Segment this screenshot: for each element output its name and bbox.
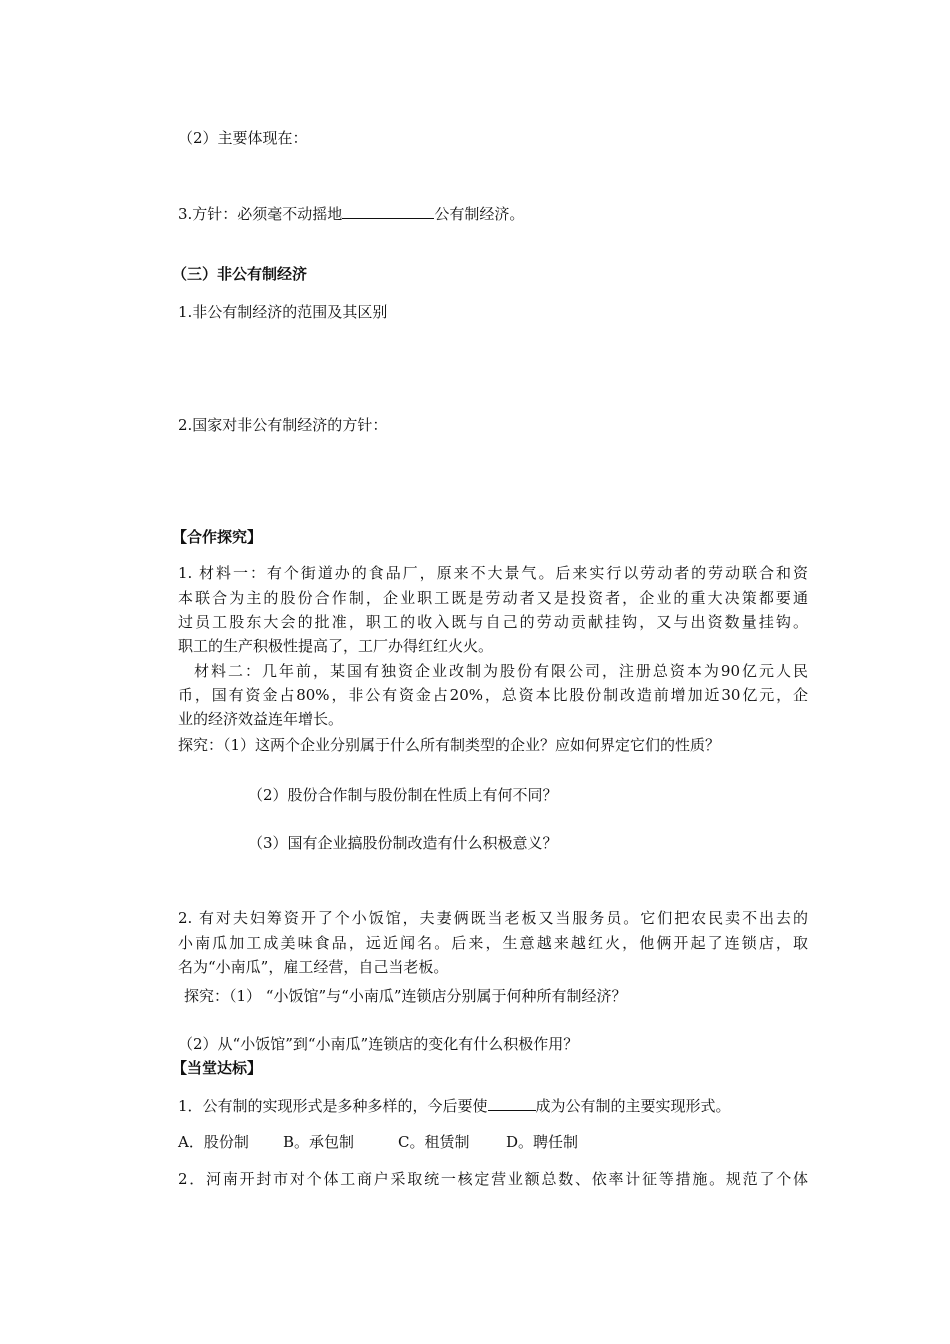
item-main-manifestation: （2）主要体现在： xyxy=(178,129,308,147)
material-one-line: 1. 材料一：有个街道办的食品厂，原来不大景气。后来实行以劳动者的劳动联合和资 xyxy=(178,564,808,582)
section-heading-non-public: （三）非公有制经济 xyxy=(172,265,308,283)
option-c[interactable]: C。租赁制 xyxy=(398,1133,470,1151)
case-two-line: 名为“小南瓜”，雇工经营，自己当老板。 xyxy=(178,958,449,976)
practice-question-2: 2．河南开封市对个体工商户采取统一核定营业额总数、依率计征等措施。规范了个体 xyxy=(178,1170,808,1188)
item-non-public-scope: 1.非公有制经济的范围及其区别 xyxy=(178,303,388,321)
material-one-line: 本联合为主的股份合作制，企业职工既是劳动者又是投资者，企业的重大决策都要通 xyxy=(178,589,808,607)
policy-text-a: 3.方针：必须毫不动摇地 xyxy=(178,205,343,223)
material-two-line: 材料二：几年前，某国有独资企业改制为股份有限公司，注册总资本为90亿元人民 xyxy=(194,662,808,680)
option-b[interactable]: B。承包制 xyxy=(283,1133,355,1151)
material-one-line: 职工的生产积极性提高了，工厂办得红红火火。 xyxy=(178,637,494,655)
case-two-question-2: （2）从“小饭馆”到“小南瓜”连锁店的变化有什么积极作用？ xyxy=(178,1035,579,1053)
question-1-text-b: 成为公有制的主要实现形式。 xyxy=(535,1097,731,1115)
section-heading-class-practice: 【当堂达标】 xyxy=(172,1059,263,1077)
policy-text-b: 公有制经济。 xyxy=(434,205,525,223)
inquiry-question-2: （2）股份合作制与股份制在性质上有何不同？ xyxy=(248,786,558,804)
option-d[interactable]: D。聘任制 xyxy=(506,1133,579,1151)
choice-options xyxy=(178,1132,578,1152)
item-policy-public xyxy=(178,203,524,224)
fill-blank[interactable] xyxy=(488,1095,536,1111)
option-a[interactable]: A．股份制 xyxy=(178,1133,249,1151)
practice-question-1 xyxy=(178,1095,731,1116)
fill-blank[interactable] xyxy=(342,203,434,219)
material-one-line: 过员工股东大会的批准，职工的收入既与自己的劳动贡献挂钩，又与出资数量挂钩。 xyxy=(178,613,808,631)
case-two-line: 小南瓜加工成美味食品，远近闻名。后来，生意越来越红火，他俩开起了连锁店，取 xyxy=(178,934,808,952)
case-two-line: 2. 有对夫妇筹资开了个小饭馆，夫妻俩既当老板又当服务员。它们把农民卖不出去的 xyxy=(178,909,808,927)
inquiry-question-3: （3）国有企业搞股份制改造有什么积极意义？ xyxy=(248,834,558,852)
material-two-line: 业的经济效益连年增长。 xyxy=(178,710,344,728)
question-1-text-a: 1．公有制的实现形式是多种多样的，今后要使 xyxy=(178,1097,488,1115)
material-two-line: 币，国有资金占80%，非公有资金占20%，总资本比股份制改造前增加近30亿元，企 xyxy=(178,686,808,704)
case-two-question-1: 探究：（1） “小饭馆”与“小南瓜”连锁店分别属于何种所有制经济？ xyxy=(184,987,627,1005)
item-non-public-policy: 2.国家对非公有制经济的方针： xyxy=(178,416,388,434)
section-heading-cooperative-inquiry: 【合作探究】 xyxy=(172,528,263,546)
inquiry-question-1: 探究：（1）这两个企业分别属于什么所有制类型的企业？应如何界定它们的性质？ xyxy=(178,736,721,754)
